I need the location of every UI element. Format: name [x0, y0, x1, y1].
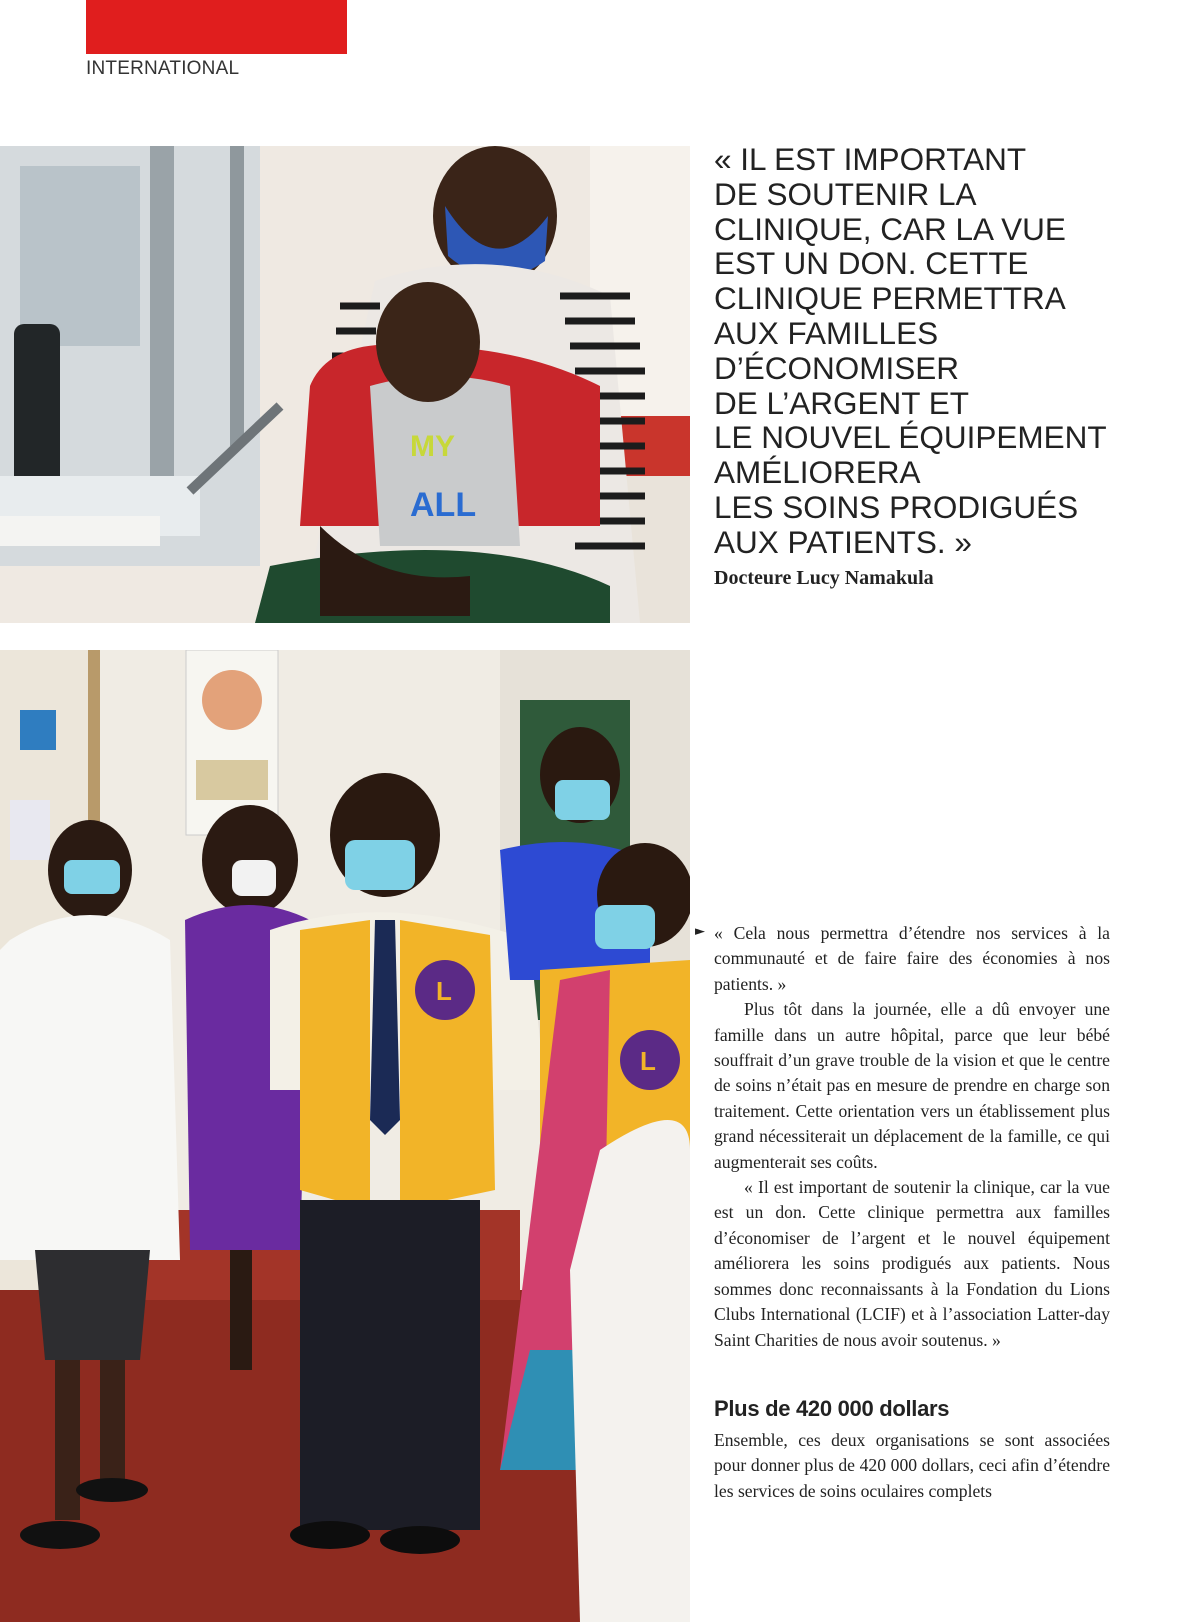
- pull-quote-line: EST UN DON. CETTE: [714, 245, 1029, 282]
- pull-quote-line: LES SOINS PRODIGUÉS: [714, 488, 1079, 525]
- article-paragraph: Ensemble, ces deux organisations se sont associées pour donner plus de 420 000 dollars, ceci afin d’étendre les services de soins oculaires complets: [714, 1430, 1110, 1501]
- quote-author: Docteure Lucy Namakula: [714, 567, 934, 589]
- photo-lions-group-visit: [0, 650, 690, 1622]
- svg-text:L: L: [640, 1046, 656, 1076]
- pull-quote: [714, 142, 1184, 560]
- article-paragraph: « Il est important de soutenir la clinique, car la vue est un don. Cette clinique permettra aux familles d’économiser de l’argent et le nouvel équipement améliorera les soins prodigués aux patients. Nous sommes donc reconnaissants à la Fondation du Lions Clubs International (LCIF) et à l’association Latter-day Saint Charities de nous avoir soutenus. »: [714, 1177, 1110, 1350]
- continuation-arrow-icon: ►: [695, 924, 705, 939]
- section-color-bar: [86, 0, 347, 54]
- pull-quote-line: « IL EST IMPORTANT: [714, 141, 1027, 177]
- pull-quote-line: AUX PATIENTS. »: [714, 523, 972, 560]
- pull-quote-line: DE SOUTENIR LA: [714, 175, 977, 212]
- section-label: INTERNATIONAL: [86, 58, 240, 79]
- article-paragraph: Plus tôt dans la journée, elle a dû envoyer une famille dans un autre hôpital, parce que leur bébé souffrait d’un grave trouble de la vision et que le centre de soins n’était pas en mesure de prendre en charge son traitement. Cette orientation vers un établissement plus grand nécessiterait un déplacement de la famille, ce qui augmenterait ses coûts.: [714, 999, 1110, 1172]
- pull-quote-line: CLINIQUE PERMETTRA: [714, 280, 1066, 317]
- pull-quote-line: D’ÉCONOMISER: [714, 349, 960, 386]
- pull-quote-line: AUX FAMILLES: [714, 314, 939, 351]
- article-body-continued: [714, 1428, 1110, 1504]
- svg-text:MY: MY: [410, 430, 455, 463]
- pull-quote-line: DE L’ARGENT ET: [714, 384, 969, 421]
- svg-text:L: L: [436, 976, 452, 1006]
- pull-quote-line: LE NOUVEL ÉQUIPEMENT: [714, 419, 1107, 456]
- article-subhead: Plus de 420 000 dollars: [714, 1396, 950, 1421]
- article-body: [714, 921, 1110, 1353]
- pull-quote-line: CLINIQUE, CAR LA VUE: [714, 210, 1066, 247]
- article-paragraph: « Cela nous permettra d’étendre nos services à la communauté et de faire faire des économies à nos patients. »: [714, 923, 1110, 994]
- pull-quote-line: AMÉLIORERA: [714, 454, 921, 491]
- svg-text:ALL: ALL: [410, 486, 477, 524]
- photo-mother-child-clinic: [0, 146, 690, 623]
